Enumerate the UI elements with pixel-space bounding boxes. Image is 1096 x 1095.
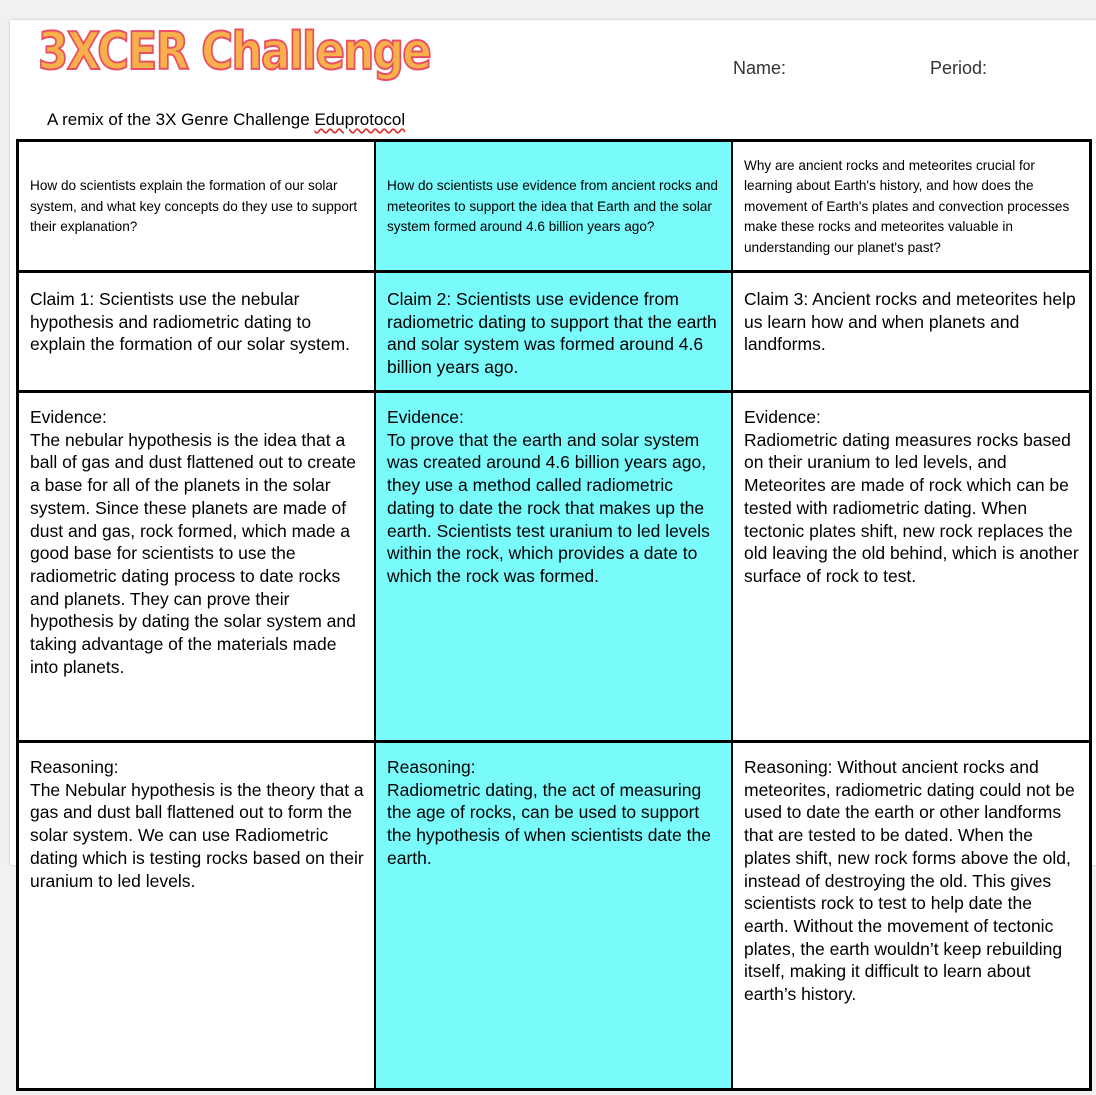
subtitle-spellcheck-word: Eduprotocol [314,110,406,129]
question-text: How do scientists explain the formation of our solar system, and what key concepts do they use to support their explanation? [30,178,358,235]
claim-cell-3: Claim 3: Ancient rocks and meteorites help us learn how and when planets and landforms. [733,273,1089,393]
page-title: 3XCER Challenge [38,22,431,82]
claim-cell-1: Claim 1: Scientists use the nebular hypothesis and radiometric dating to explain the formation of our solar system. [19,273,376,393]
question-cell-3 [733,142,1089,273]
name-label: Name: [733,58,787,78]
question-text: Why are ancient rocks and meteorites crucial for learning about Earth's history, and how does the movement of Earth's plates and convection processes make these rocks and meteorites valuable in understanding our planet's past? [744,157,1070,255]
question-cell-1 [19,142,376,273]
question-text: How do scientists use evidence from ancient rocks and meteorites to support the idea that Earth and the solar system formed around 4.6 billion years ago? [387,178,718,235]
subtitle [47,110,405,130]
evidence-cell-3: Evidence: Radiometric dating measures rocks based on their uranium to led levels, and Meteorites are made of rock which can be tested with radiometric dating. When tectonic plates shift, new rock replaces the old leaving the old behind, which is another surface of rock to test. [733,393,1089,743]
claim-cell-2: Claim 2: Scientists use evidence from radiometric dating to support that the earth and solar system was formed around 4.6 billion years ago. [376,273,733,393]
evidence-cell-1: Evidence: The nebular hypothesis is the idea that a ball of gas and dust flattened out to create a base for all of the planets in the solar system. Since these planets are made of dust and gas, rock formed, which made a good base for scientists to use the radiometric dating process to date rocks and planets. They can prove their hypothesis by dating the solar system and taking advantage of the materials made into planets. [19,393,376,743]
evidence-cell-2: Evidence: To prove that the earth and solar system was created around 4.6 billion years ago, they use a method called radiometric dating to date the rock that makes up the earth. Scientists test uranium to led levels within the rock, which provides a date to which the rock was formed. [376,393,733,743]
reasoning-cell-3: Reasoning: Without ancient rocks and meteorites, radiometric dating could not be used to date the earth or other landforms that are tested to be dated. When the plates shift, new rock forms above the old, instead of destroying the old. This gives scientists rock to test to help date the earth. Without the movement of tectonic plates, the earth wouldn’t keep rebuilding itself, making it difficult to learn about earth’s history. [744,757,1075,1005]
reasoning-cell-2: Reasoning: Radiometric dating, the act of measuring the age of rocks, can be used to support the hypothesis of when scientists date the earth. [376,743,733,1088]
question-cell-2 [376,142,733,273]
cer-table [16,139,1092,1091]
subtitle-text: A remix of the 3X Genre Challenge [47,110,315,129]
period-label: Period: [930,58,988,78]
reasoning-cell-1: Reasoning: The Nebular hypothesis is the theory that a gas and dust ball flattened out to form the solar system. We can use Radiometric dating which is testing rocks based on their uranium to led levels. [19,743,376,1088]
